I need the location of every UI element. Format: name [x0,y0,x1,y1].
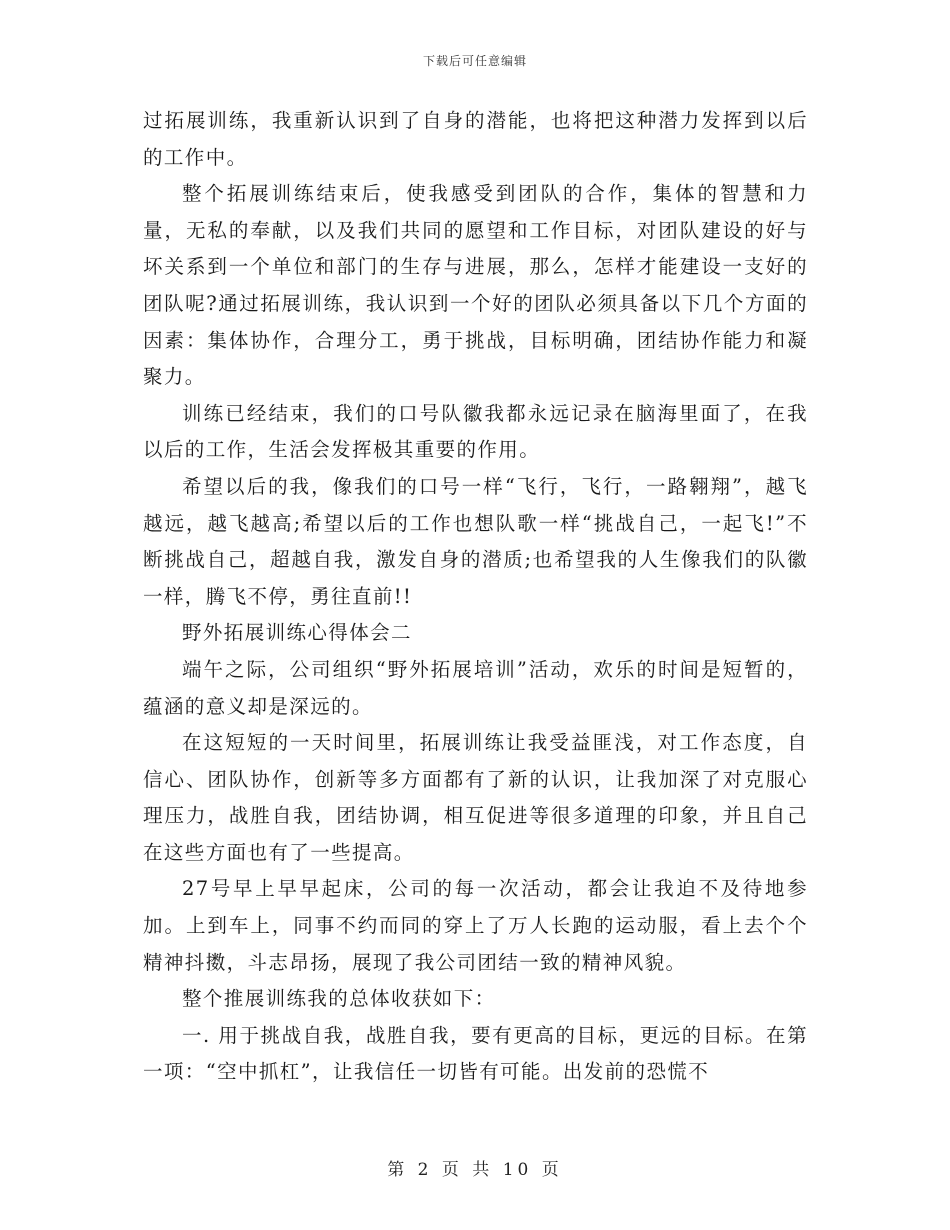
paragraph-7: 在这短短的一天时间里，拓展训练让我受益匪浅，对工作态度，自信心、团队协作，创新等多方面都有了新的认识，让我加深了对克服心理压力，战胜自我，团结协调，相互促进等很多道理的印象，并且自己在这些方面也有了一些提高。 [143,731,808,864]
paragraph-3: 训练已经结束，我们的口号队徽我都永远记录在脑海里面了，在我以后的工作，生活会发挥极其重要的作用。 [143,401,808,462]
document-body [143,103,808,1091]
section-heading: 野外拓展训练心得体会二 [182,621,412,645]
paragraph-1: 过拓展训练，我重新认识到了自身的潜能，也将把这种潜力发挥到以后的工作中。 [143,109,808,169]
page-header-note: 下载后可任意编辑 [422,54,527,68]
paragraph-6: 端午之际，公司组织“野外拓展培训”活动，欢乐的时间是短暂的，蕴涵的意义却是深远的。 [143,657,808,718]
paragraph-10: 一. 用于挑战自我，战胜自我，要有更高的目标，更远的目标。在第一项：“空中抓杠”，让我信任一切皆有可能。出发前的恐慌不 [143,1023,808,1084]
paragraph-9: 整个推展训练我的总体收获如下： [182,987,496,1011]
paragraph-8: 27号早上早早起床，公司的每一次活动，都会让我迫不及待地参加。上到车上，同事不约而同的穿上了万人长跑的运动服，看上去个个精神抖擞，斗志昂扬，展现了我公司团结一致的精神风貌。 [143,877,808,974]
page-number: 第 2 页 共 10 页 [387,1160,563,1180]
paragraph-2: 整个拓展训练结束后，使我感受到团队的合作，集体的智慧和力量，无私的奉献，以及我们共同的愿望和工作目标，对团队建设的好与坏关系到一个单位和部门的生存与进展，那么，怎样才能建设一支好的团队呢?通过拓展训练，我认识到一个好的团队必须具备以下几个方面的因素：集体协作，合理分工，勇于挑战，目标明确，团结协作能力和凝聚力。 [143,182,808,389]
paragraph-4: 希望以后的我，像我们的口号一样“飞行，飞行，一路翱翔”，越飞越远，越飞越高;希望以后的工作也想队歌一样“挑战自己，一起飞!”不断挑战自己，超越自我，激发自身的潜质;也希望我的人生像我们的队徽一样，腾飞不停，勇往直前!! [143,474,808,608]
